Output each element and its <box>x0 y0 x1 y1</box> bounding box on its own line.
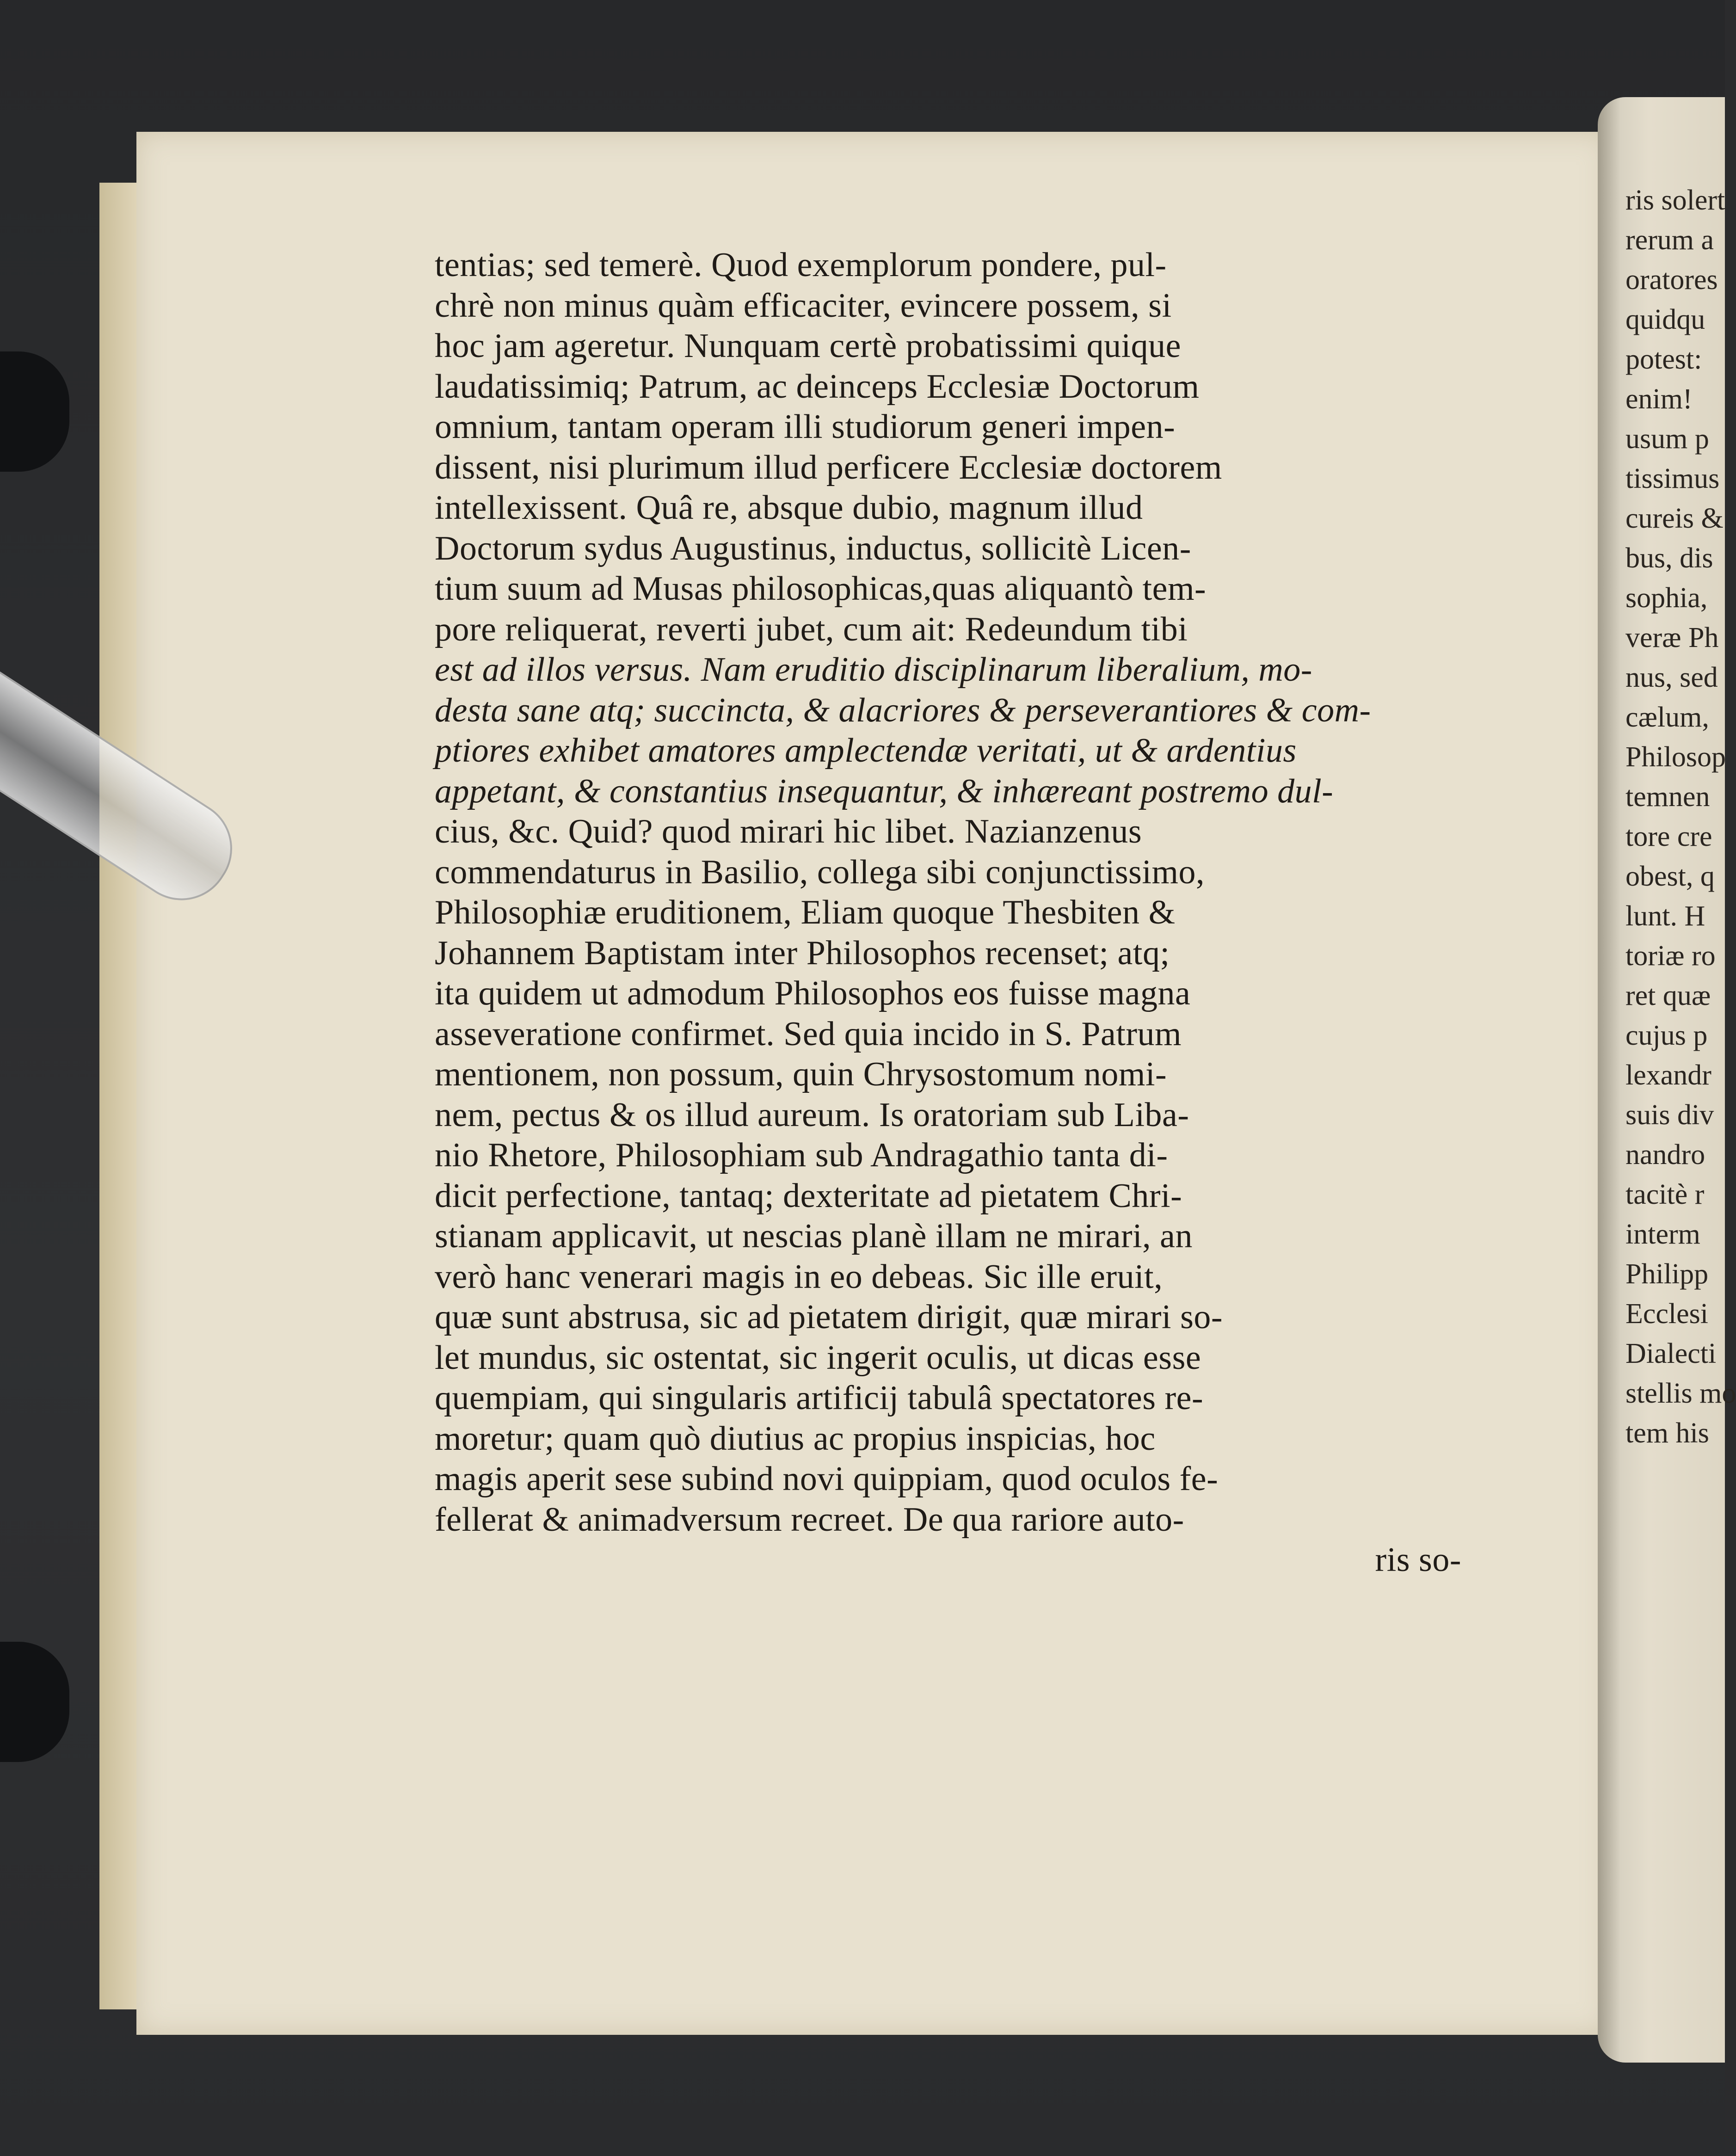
facing-line: usum p <box>1625 423 1709 455</box>
text-line: dicit perfectione, tantaq; dexteritate ad pietatem Chri- <box>435 1177 1182 1215</box>
text-line: Philosophiæ eruditionem, Eliam quoque Thesbiten & <box>435 893 1176 931</box>
facing-line: Ecclesi <box>1625 1298 1709 1330</box>
text-line: mentionem, non possum, quin Chrysostomum nomi- <box>435 1055 1167 1093</box>
text-line: nem, pectus & os illud aureum. Is oratoriam sub Liba- <box>435 1096 1189 1134</box>
facing-line: cælum, <box>1625 702 1709 733</box>
text-line: nio Rhetore, Philosophiam sub Andragathio tanta di- <box>435 1136 1168 1174</box>
text-line: tentias; sed temerè. Quod exemplorum pondere, pul- <box>435 246 1167 284</box>
text-line: omnium, tantam operam illi studiorum generi impen- <box>435 408 1176 446</box>
facing-line: temnen <box>1625 781 1710 813</box>
text-line: ptiores exhibet amatores amplectendæ veritati, ut & ardentius <box>435 732 1297 770</box>
text-line: ita quidem ut admodum Philosophos eos fuisse magna <box>435 974 1191 1012</box>
text-line: stianam applicavit, ut nescias planè illam ne mirari, an <box>435 1217 1193 1255</box>
facing-line: rerum a <box>1625 224 1714 256</box>
binding-clip-top <box>0 351 69 472</box>
text-line: cius, &c. Quid? quod mirari hic libet. Nazianzenus <box>435 813 1142 850</box>
text-line: fellerat & animadversum recreet. De qua rariore auto- <box>435 1500 1184 1539</box>
facing-line: ris solert <box>1625 185 1725 216</box>
facing-line: lexandr <box>1625 1060 1711 1091</box>
text-line: dissent, nisi plurimum illud perficere Ecclesiæ doctorem <box>435 448 1222 487</box>
binding-clip-bottom <box>0 1642 69 1762</box>
facing-line: stellis mo <box>1625 1378 1736 1409</box>
facing-line: veræ Ph <box>1625 622 1719 653</box>
facing-line: cujus p <box>1625 1020 1708 1051</box>
facing-page-text <box>1625 180 1736 1453</box>
facing-line: ret quæ <box>1625 980 1711 1011</box>
text-line: asseveratione confirmet. Sed quia incido in S. Patrum <box>435 1015 1182 1053</box>
facing-line: cureis & <box>1625 503 1724 534</box>
facing-page <box>1598 97 1736 2063</box>
facing-line: lunt. H <box>1625 900 1705 932</box>
facing-line: tore cre <box>1625 821 1712 852</box>
facing-line: tissimus <box>1625 463 1720 494</box>
facing-line: nandro <box>1625 1139 1705 1170</box>
facing-line: sophia, <box>1625 582 1708 614</box>
facing-line: potest: <box>1625 344 1702 375</box>
facing-line: tacitè r <box>1625 1179 1705 1210</box>
text-line: laudatissimiq; Patrum, ac deinceps Ecclesiæ Doctorum <box>435 367 1200 406</box>
facing-line: Dialecti <box>1625 1338 1717 1369</box>
text-line: quempiam, qui singularis artificij tabulâ spectatores re- <box>435 1379 1204 1417</box>
facing-line: obest, q <box>1625 861 1715 892</box>
text-line: quæ sunt abstrusa, sic ad pietatem dirigit, quæ mirari so- <box>435 1298 1223 1336</box>
binding-edge <box>99 183 141 2009</box>
facing-line: quidqu <box>1625 304 1705 335</box>
facing-line: oratores <box>1625 264 1718 296</box>
facing-line: toriæ ro <box>1625 940 1716 972</box>
text-line: intellexissent. Quâ re, absque dubio, magnum illud <box>435 489 1143 527</box>
text-line: moretur; quam quò diutius ac propius inspicias, hoc <box>435 1419 1156 1458</box>
facing-line: bus, dis <box>1625 542 1713 574</box>
facing-line: tem his <box>1625 1417 1709 1449</box>
text-line: tium suum ad Musas philosophicas,quas aliquantò tem- <box>435 570 1207 608</box>
text-line: hoc jam ageretur. Nunquam certè probatissimi quique <box>435 327 1181 365</box>
text-line: pore reliquerat, reverti jubet, cum ait: Redeundum tibi <box>435 610 1188 648</box>
text-line: appetant, & constantius insequantur, & inhæreant postremo dul- <box>435 772 1334 810</box>
text-line: Doctorum sydus Augustinus, inductus, sollicitè Licen- <box>435 529 1191 567</box>
facing-line: suis div <box>1625 1099 1714 1131</box>
text-line: chrè non minus quàm efficaciter, evincere possem, si <box>435 286 1172 325</box>
text-line: est ad illos versus. Nam eruditio disciplinarum liberalium, mo- <box>435 651 1312 689</box>
page-text <box>435 245 1461 1581</box>
text-line: let mundus, sic ostentat, sic ingerit oculis, ut dicas esse <box>435 1338 1201 1377</box>
catchword: ris so- <box>1375 1541 1461 1579</box>
text-line: magis aperit sese subind novi quippiam, quod oculos fe- <box>435 1460 1219 1498</box>
facing-line: interm <box>1625 1219 1700 1250</box>
facing-line: Philosop <box>1625 741 1726 773</box>
facing-line: enim! <box>1625 383 1693 415</box>
text-line: Johannem Baptistam inter Philosophos recenset; atq; <box>435 934 1170 972</box>
facing-line: nus, sed <box>1625 662 1718 693</box>
facing-line: Philipp <box>1625 1258 1709 1290</box>
text-line: desta sane atq; succincta, & alacriores & perseverantiores & com- <box>435 691 1371 729</box>
text-line: verò hanc venerari magis in eo debeas. Sic ille eruit, <box>435 1257 1163 1296</box>
text-line: commendaturus in Basilio, collega sibi conjunctissimo, <box>435 853 1205 891</box>
